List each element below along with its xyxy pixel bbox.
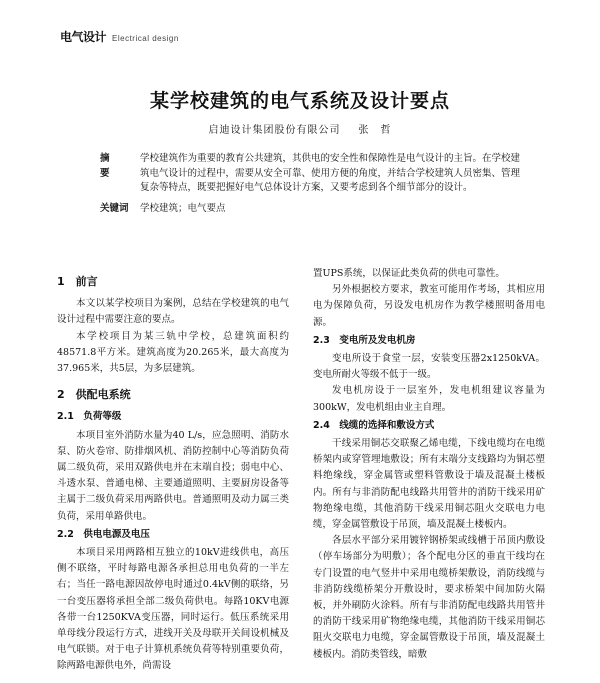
brand-en: Electrical design xyxy=(112,34,179,43)
abstract-text: 学校建筑作为重要的教育公共建筑，其供电的安全性和保障性是电气设计的主旨。在学校建筑电气设计的过程中，需要从安全可靠、使用方便的角度，并结合学校建筑人员密集、管理复杂等特点，既要把握好电气总体设计方案，又要考虑到各个细节部分的设计。 xyxy=(140,153,521,193)
continued-paragraph: 置UPS系统，以保证此类负荷的供电可靠性。 xyxy=(313,268,505,279)
abstract-row xyxy=(100,152,520,196)
section-2-heading: 2 供配电系统 xyxy=(57,388,131,402)
left-column xyxy=(57,274,289,675)
section-1-heading: 1 前言 xyxy=(57,275,98,288)
section-2-3-paragraph-1: 变电所设于食堂一层，安装变压器2x1250kVA。变电所耐火等级不低于一级。 xyxy=(313,353,545,381)
section-2-3-paragraph-2: 发电机房设于一层室外，发电机组建议容量为300kW，发电机组由业主自理。 xyxy=(313,385,545,413)
abstract-label: 摘 要 xyxy=(100,153,128,179)
author-name: 张 哲 xyxy=(358,125,392,136)
section-2-4-paragraph-2: 各层水平部分采用镀锌钢桥架或线槽于吊顶内敷设（停车场部分为明敷）；各个配电分区的垂直干线均在专门设置的电气竖井中采用电缆桥架敷设，消防线缆与非消防线缆桥架分开敷设时，要求桥架中间加防火隔板，并外刷防火涂料。所有与非消防配电线路共用管井的消防干线采用矿物绝缘电缆，其他消防干线采用铜芯阻火交联电力电缆，穿金属管敷设于吊顶，墙及混凝土楼板内。消防类管线，暗敷 xyxy=(313,535,545,660)
article-title: 某学校建筑的电气系统及设计要点 xyxy=(149,90,450,112)
ups-paragraph: 另外根据校方要求，教室可能用作考场，其相应用电为保障负荷，另设发电机房作为教学楼照明备用电源。 xyxy=(313,284,545,328)
section-2-3-heading: 2.3 变电所及发电机房 xyxy=(313,334,416,346)
brand-cn: 电气设计 xyxy=(60,30,107,44)
section-2-2-paragraph: 本项目采用两路相互独立的10kV进线供电，高压侧不联络，平时每路电源各承担总用电负荷的一半左右；当任一路电源因故停电时通过0.4kV侧的联络，另一台变压器将承担全部二级负荷供电。每路10KV电源各带一台1250KVA变压器，同时运行。低压系统采用单母线分段运行方式，进线开关及母联开关间设机械及电气联锁。对于电子计算机系统负荷等特别重要负荷，除两路电源供电外，尚需设 xyxy=(57,547,289,672)
keywords-row xyxy=(100,202,520,217)
keywords-text: 学校建筑；电气要点 xyxy=(140,202,226,214)
section-2-4-heading: 2.4 线缆的选择和敷设方式 xyxy=(313,419,435,431)
section-1-paragraph-2: 本学校项目为某三轨中学校，总建筑面积约48571.8平方米。建筑高度为20.265米，最大高度为37.965米，共5层，为多层建筑。 xyxy=(57,330,289,375)
keywords-label: 关键词 xyxy=(100,202,129,214)
section-2-2-heading: 2.2 供电电源及电压 xyxy=(57,528,150,540)
author-org: 启迪设计集团股份有限公司 xyxy=(208,125,341,136)
byline xyxy=(0,121,600,136)
right-column xyxy=(313,266,545,663)
section-1-paragraph-1: 本文以某学校项目为案例，总结在学校建筑的电气设计过程中需要注意的要点。 xyxy=(57,298,289,326)
abstract-block xyxy=(100,152,520,216)
section-2-1-heading: 2.1 负荷等级 xyxy=(57,411,122,423)
section-2-1-paragraph: 本项目室外消防水量为40 L/s，应急照明、消防水泵、防火卷帘、防排烟风机、消防控制中心等消防负荷属二级负荷，采用双路供电并在末端自投；弱电中心、斗透水泵、普通电梯、主要通道照明、主要厨房设备等主属于二级负荷采用两路供电。普通照明及动力属三类负荷，采用单路供电。 xyxy=(57,429,289,522)
page-header xyxy=(60,28,179,45)
section-2-4-paragraph-1: 干线采用铜芯交联聚乙烯电缆，下线电缆均在电缆桥架内或穿管埋地敷设；所有末端分支线路均为铜芯塑料绝缘线，穿金属管或塑料管敷设于墙及混凝土楼板内。所有与非消防配电线路共用管井的消防干线采用矿物绝缘电缆，其他消防干线采用铜芯阻火交联电力电缆，穿金属管敷设于吊顶，墙及混凝土楼板内。 xyxy=(313,438,545,531)
